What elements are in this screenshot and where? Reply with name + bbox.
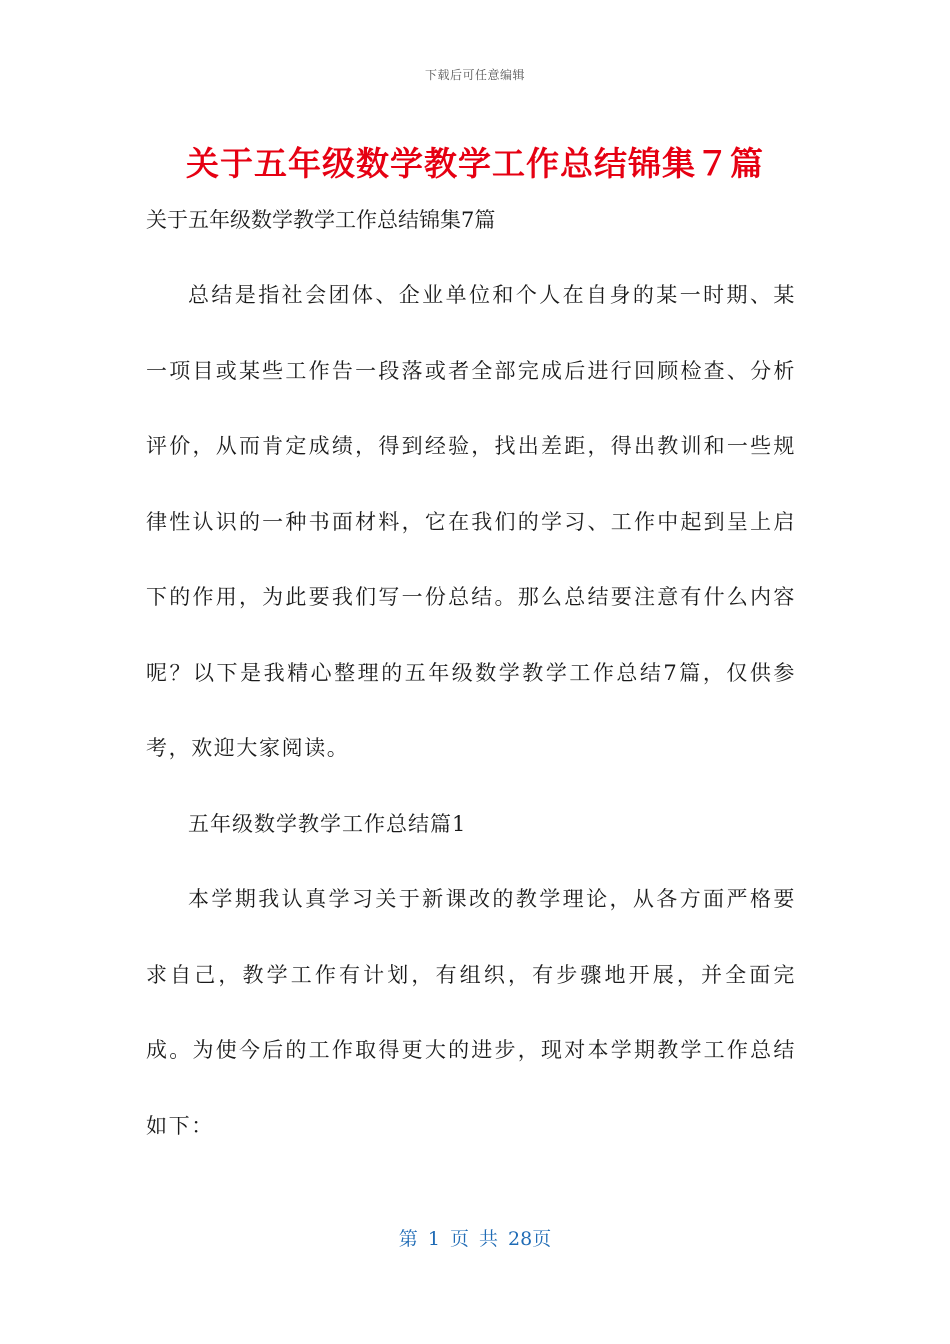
document-title: 关于五年级数学教学工作总结锦集７篇 — [186, 144, 764, 183]
document-body — [146, 195, 796, 1164]
header-note: 下载后可任意编辑 — [424, 68, 525, 82]
intro-paragraph: 总结是指社会团体、企业单位和个人在自身的某一时期、某一项目或某些工作告一段落或者全部完成后进行回顾检查、分析评价，从而肯定成绩，得到经验，找出差距，得出教训和一些规律性认识的一种书面材料，它在我们的学习、工作中起到呈上启下的作用，为此要我们写一份总结。那么总结要注意有什么内容呢？以下是我精心整理的五年级数学教学工作总结7篇，仅供参考，欢迎大家阅读。 — [146, 283, 796, 760]
section-heading: 五年级数学教学工作总结篇1 — [188, 811, 467, 836]
document-subtitle: 关于五年级数学教学工作总结锦集7篇 — [146, 208, 496, 232]
section-paragraph: 本学期我认真学习关于新课改的教学理论，从各方面严格要求自己，教学工作有计划，有组织，有步骤地开展，并全面完成。为使今后的工作取得更大的进步，现对本学期教学工作总结如下： — [146, 887, 796, 1138]
page-footer: 第 1 页 共 28页 — [398, 1228, 552, 1250]
